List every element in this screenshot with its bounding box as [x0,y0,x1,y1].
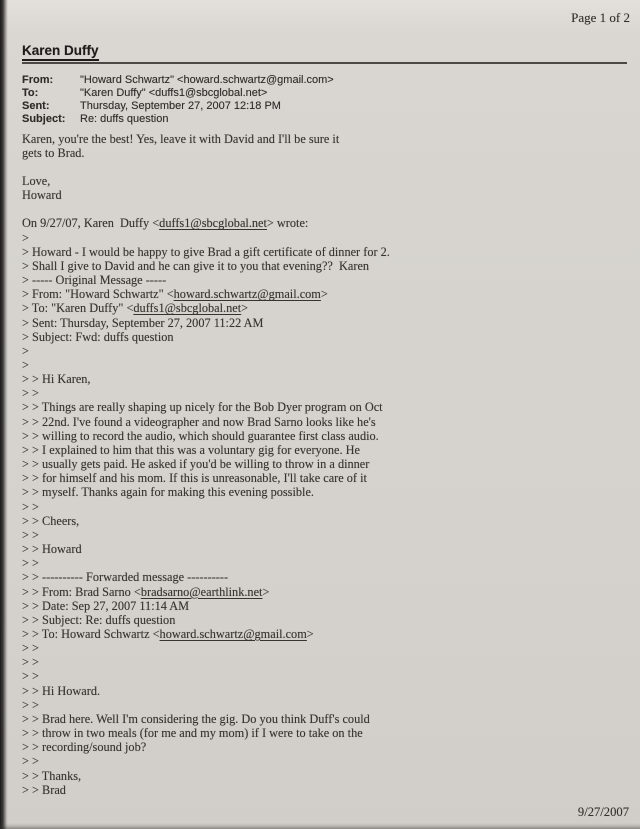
body-line: > > To: Howard Schwartz <howard.schwartz@gmail.com> [22,626,314,641]
body-line: > > Date: Sep 27, 2007 11:14 AM [22,598,190,613]
body-line: > > I explained to him that this was a voluntary gig for everyone. He [22,442,360,457]
body-line: Love, [22,173,51,188]
page-number-label: Page 1 of 2 [571,10,630,25]
body-line: > > willing to record the audio, which should guarantee first class audio. [22,428,379,443]
header-field-value: Thursday, September 27, 2007 12:18 PM [80,99,281,112]
body-line: > Subject: Fwd: duffs question [22,329,174,344]
email-body [22,132,634,797]
body-line: > > ---------- Forwarded message ---------- [22,570,229,585]
body-line: Karen, you're the best! Yes, leave it with David and I'll be sure it [22,131,340,146]
header-field-label: To: [22,86,39,99]
body-line: > [22,343,29,358]
body-line: > > throw in two meals (for me and my mom) if I were to take on the [22,726,363,741]
header-field-label: From: [22,74,54,86]
body-line: > > [22,669,39,684]
header-field-value: Re: duffs question [80,112,169,125]
body-line: > > myself. Thanks again for making this evening possible. [22,485,314,500]
body-line: > > usually gets paid. He asked if you'd be willing to throw in a dinner [22,457,370,472]
body-line: > > Hi Karen, [22,372,91,387]
body-line: > > [22,641,39,656]
body-line: > Howard - I would be happy to give Brad a gift certificate of dinner for 2. [22,244,390,259]
scan-edge-left [0,0,8,829]
body-line: > > Cheers, [22,513,80,528]
body-line [22,160,634,174]
body-line: > Sent: Thursday, September 27, 2007 11:22 AM [22,315,264,330]
body-line: > > [22,655,39,670]
body-line: On 9/27/07, Karen Duffy <duffs1@sbcglobal.net> wrote: [22,216,309,231]
document-title: Karen Duffy [22,43,99,61]
email-header-block [22,74,334,126]
body-line: > Shall I give to David and he can give it to you that evening?? Karen [22,258,370,273]
body-line: > > [22,697,39,712]
body-line: > > [22,527,39,542]
header-field-row [22,74,334,87]
body-line: > > [22,386,39,401]
body-line: > ----- Original Message ----- [22,273,167,288]
header-field-row [22,100,334,113]
header-field-label: Subject: [22,112,66,125]
body-line: > > Hi Howard. [22,683,101,698]
body-line: > > Subject: Re: duffs question [22,612,176,627]
body-line: > [22,230,29,245]
header-field-value: "Karen Duffy" <duffs1@sbcglobal.net> [80,86,268,99]
body-line: > > Brad here. Well I'm considering the gig. Do you think Duff's could [22,711,370,726]
header-field-label: Sent: [22,99,50,112]
document-title-rule [22,42,627,64]
body-line: > > 22nd. I've found a videographer and now Brad Sarno looks like he's [22,414,376,429]
body-line: > > [22,556,39,571]
body-line: > > Brad [22,782,66,797]
body-line: > > Thanks, [22,768,82,783]
body-line: > > [22,754,39,769]
body-line [22,202,634,216]
body-line: > > Things are really shaping up nicely for the Bob Dyer program on Oct [22,400,383,415]
body-line: > From: "Howard Schwartz" <howard.schwartz@gmail.com> [22,287,328,302]
body-line: Howard [22,188,62,203]
body-line: > > [22,499,39,514]
header-field-row [22,113,334,126]
header-field-row [22,87,334,100]
header-field-value: "Howard Schwartz" <howard.schwartz@gmail.com> [80,74,334,86]
body-line: > To: "Karen Duffy" <duffs1@sbcglobal.net> [22,301,249,316]
body-line: > > for himself and his mom. If this is unreasonable, I'll take care of it [22,471,367,486]
body-line: > [22,358,29,372]
body-line: gets to Brad. [22,145,85,160]
scan-edge-bottom [0,823,640,829]
footer-date: 9/27/2007 [577,805,629,819]
body-line: > > From: Brad Sarno <bradsarno@earthlink.net> [22,584,270,599]
body-line: > > recording/sound job? [22,740,147,755]
body-line: > > Howard [22,542,82,557]
